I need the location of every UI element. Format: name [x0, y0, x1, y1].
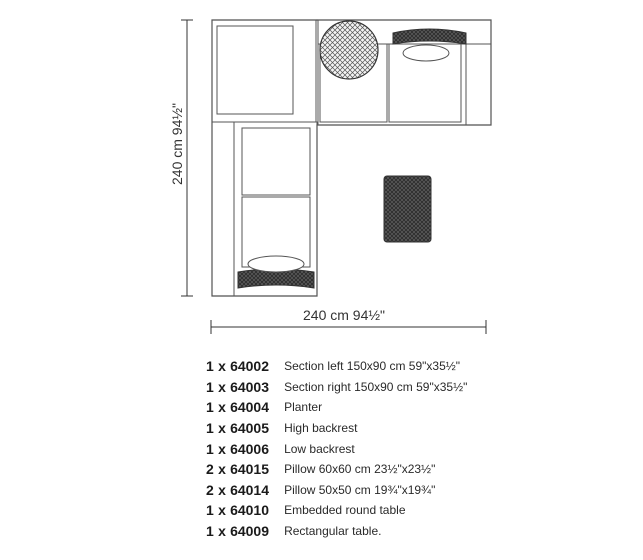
part-row: [206, 500, 467, 521]
part-description: Planter: [284, 400, 323, 415]
part-code: 64004: [230, 399, 269, 416]
part-quantity: 1 x: [206, 523, 227, 540]
low-backrest: [393, 29, 466, 44]
part-row: [206, 418, 467, 439]
part-code: 64009: [230, 523, 269, 540]
part-quantity: 1 x: [206, 378, 227, 395]
part-description: Low backrest: [284, 441, 355, 456]
pillow-top: [403, 45, 449, 61]
part-description: Pillow 60x60 cm 23½"x23½": [284, 462, 436, 477]
part-row: [206, 397, 467, 418]
part-quantity: 1 x: [206, 420, 227, 437]
part-description: Embedded round table: [284, 503, 406, 518]
part-code: 64006: [230, 440, 269, 457]
horizontal-dimension-label: 240 cm 94½": [303, 307, 386, 323]
part-quantity: 1 x: [206, 358, 227, 375]
part-description: Section right 150x90 cm 59"x35½": [284, 379, 468, 394]
vertical-dimension-label: 240 cm 94½": [169, 102, 185, 185]
part-row: [206, 438, 467, 459]
part-description: Pillow 50x50 cm 19¾"x19¾": [284, 482, 436, 497]
pillow-bottom: [248, 256, 304, 272]
part-quantity: 1 x: [206, 440, 227, 457]
parts-list: [206, 356, 467, 541]
part-code: 64003: [230, 378, 269, 395]
part-code: 64010: [230, 502, 269, 519]
part-description: Rectangular table.: [284, 524, 382, 539]
part-code: 64015: [230, 461, 269, 478]
part-row: [206, 356, 467, 377]
embedded-round-table: [320, 21, 378, 79]
part-row: [206, 480, 467, 501]
part-code: 64005: [230, 420, 269, 437]
part-row: [206, 459, 467, 480]
rectangular-table: [384, 176, 431, 242]
part-quantity: 2 x: [206, 461, 227, 478]
part-quantity: 1 x: [206, 502, 227, 519]
planter: [212, 20, 316, 122]
part-code: 64014: [230, 481, 269, 498]
part-description: Section left 150x90 cm 59"x35½": [284, 359, 461, 374]
part-row: [206, 377, 467, 398]
part-row: [206, 521, 467, 542]
part-code: 64002: [230, 358, 269, 375]
part-quantity: 1 x: [206, 399, 227, 416]
part-description: High backrest: [284, 421, 358, 436]
part-quantity: 2 x: [206, 481, 227, 498]
